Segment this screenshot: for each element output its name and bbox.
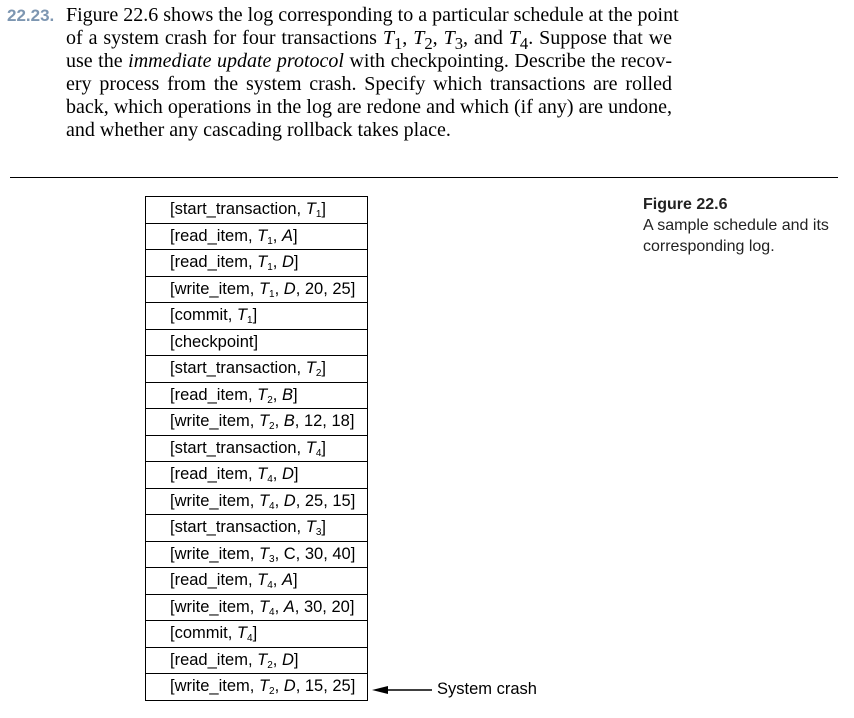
log-entry: [write_item, $T_4$, D, 25, 15] — [146, 488, 368, 515]
log-entry: [commit, $T_4$] — [146, 621, 368, 648]
log-entry: [read_item, $T_1$, A] — [146, 223, 368, 250]
log-entry: [write_item, $T_2$, B, 12, 18] — [146, 409, 368, 436]
subscript: 2 — [315, 368, 322, 380]
subscript: 2 — [269, 421, 275, 433]
exercise-number: 22.23. — [7, 6, 55, 25]
log-table — [145, 196, 368, 701]
exercise-line: back, which operations in the log are redone and which (if any) are undone, — [66, 96, 672, 118]
log-entry-row — [146, 329, 368, 356]
log-entry-row — [146, 223, 368, 250]
subscript: 1 — [247, 315, 253, 327]
log-entry: [write_item, $T_2$, D, 15, 25] — [146, 674, 368, 701]
subscript: 1 — [269, 288, 275, 300]
log-entry-row — [146, 594, 368, 621]
subscript: 4 — [269, 606, 275, 618]
log-entry-row — [146, 409, 368, 436]
log-entry-row — [146, 568, 368, 595]
exercise-line: use the immediate update protocol with checkpointing. Describe the recov- — [66, 50, 673, 72]
log-entry: [read_item, $T_4$, A] — [146, 568, 368, 595]
log-entry-row — [146, 462, 368, 489]
log-entry: [write_item, $T_4$, A, 30, 20] — [146, 594, 368, 621]
subscript: 4 — [267, 580, 273, 592]
exercise-line: and whether any cascading rollback takes place. — [66, 119, 451, 141]
subscript: 4 — [315, 447, 322, 459]
log-entry-row — [146, 621, 368, 648]
log-entry-row — [146, 541, 368, 568]
log-entry-row — [146, 197, 368, 224]
log-entry: [start_transaction, $T_4$] — [146, 435, 368, 462]
log-entry-row — [146, 382, 368, 409]
subscript: 2 — [267, 394, 273, 406]
exercise-block — [0, 0, 854, 150]
subscript: 1 — [267, 235, 273, 247]
subscript: 2 — [424, 34, 433, 53]
system-crash-label: System crash — [437, 680, 537, 698]
figure-caption — [643, 195, 843, 257]
subscript: 4 — [267, 474, 273, 486]
exercise-line: of a system crash for four transactions $T_1$, $T_2$, $T_3$, and $T_4$. Suppose that we — [66, 27, 673, 53]
log-entry-row — [146, 303, 368, 330]
subscript: 1 — [267, 262, 273, 274]
log-entry-row — [146, 356, 368, 383]
log-entry: [read_item, $T_4$, D] — [146, 462, 368, 489]
log-entry: [checkpoint] — [146, 329, 368, 356]
subscript: 4 — [269, 500, 275, 512]
log-entry: [write_item, $T_3$, C, 30, 40] — [146, 541, 368, 568]
log-entry: [start_transaction, $T_2$] — [146, 356, 368, 383]
log-entry-row — [146, 250, 368, 277]
caption-text: A sample schedule and its corresponding log. — [643, 217, 829, 255]
subscript: 4 — [519, 34, 529, 53]
log-entry: [read_item, $T_2$, B] — [146, 382, 368, 409]
log-entry-row — [146, 435, 368, 462]
arrow-left-icon — [370, 682, 434, 698]
log-entry-row — [146, 488, 368, 515]
subscript: 3 — [454, 34, 464, 53]
exercise-line: ery process from the system crash. Specify which transactions are rolled — [66, 73, 672, 95]
caption-title: Figure 22.6 — [643, 196, 728, 213]
log-entry: [commit, $T_1$] — [146, 303, 368, 330]
exercise-line: Figure 22.6 shows the log corresponding to a particular schedule at the point — [66, 4, 679, 26]
log-entry-row — [146, 276, 368, 303]
divider — [10, 177, 838, 178]
log-entry-row — [146, 647, 368, 674]
log-entry: [read_item, $T_2$, D] — [146, 647, 368, 674]
subscript: 1 — [393, 34, 403, 53]
log-entry-row — [146, 674, 368, 701]
log-entry: [read_item, $T_1$, D] — [146, 250, 368, 277]
subscript: 4 — [247, 633, 253, 645]
log-entry: [write_item, $T_1$, D, 20, 25] — [146, 276, 368, 303]
log-entry: [start_transaction, $T_3$] — [146, 515, 368, 542]
subscript: 2 — [267, 659, 273, 671]
log-entry-row — [146, 515, 368, 542]
log-entry: [start_transaction, $T_1$] — [146, 197, 368, 224]
subscript: 3 — [269, 553, 275, 565]
subscript: 1 — [315, 209, 322, 221]
subscript: 3 — [315, 527, 322, 539]
subscript: 2 — [269, 686, 275, 698]
